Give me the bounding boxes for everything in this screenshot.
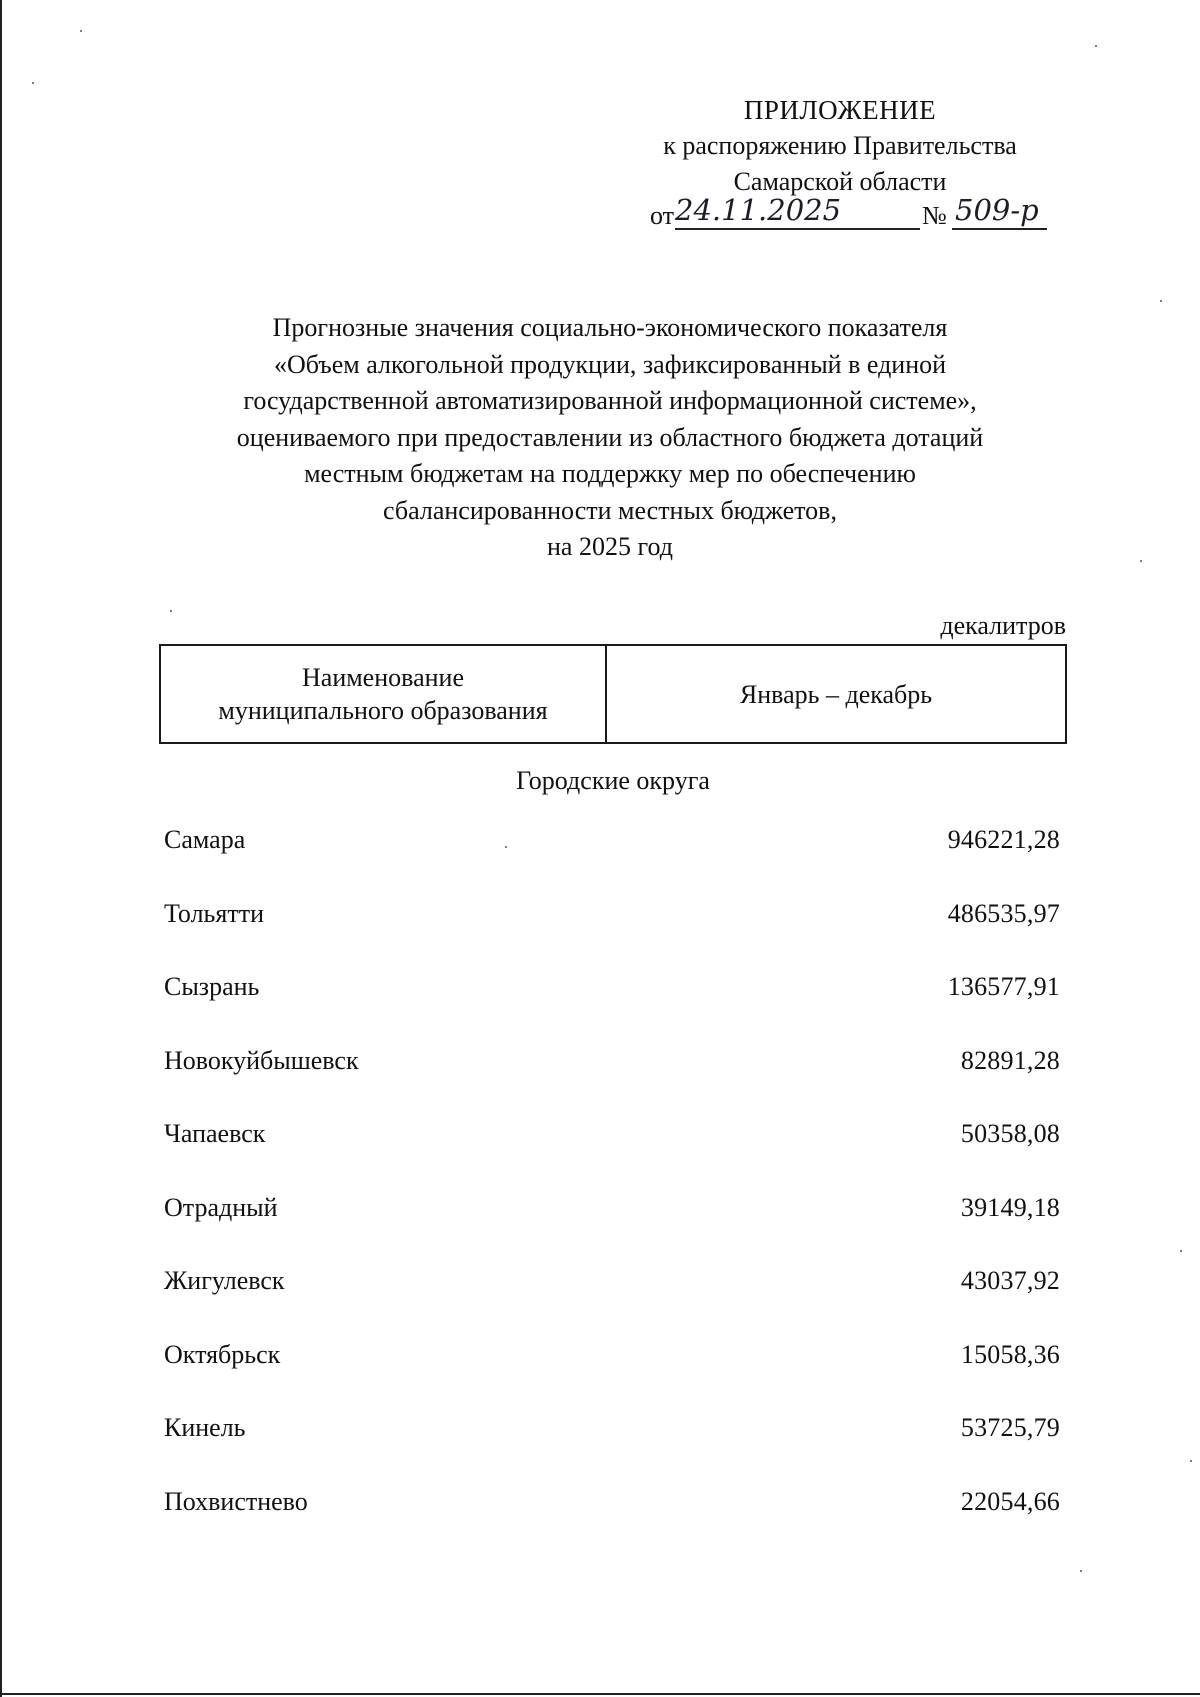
appendix-line-2: Самарской области [733, 167, 947, 196]
row-value: 50358,08 [960, 1119, 1060, 1148]
title-line-5: местным бюджетам на поддержку мер по обеспечению [304, 459, 916, 488]
row-value: 82891,28 [960, 1045, 1060, 1075]
row-value: 136577,91 [947, 972, 1060, 1001]
header-municipality-line-2: муниципального образования [218, 696, 548, 725]
row-name: Самара [164, 825, 246, 854]
row-name: Тольятти [164, 898, 265, 928]
row-value: 946221,28 [947, 825, 1060, 854]
date-handwritten: 24.11.2025 [675, 193, 842, 227]
title-line-3: государственной автоматизированной информационной системе», [243, 386, 977, 415]
row-name: Кинель [164, 1413, 246, 1442]
table-row [164, 1266, 1064, 1340]
units-label: декалитров [940, 611, 1066, 640]
table-row [164, 1119, 1064, 1193]
table-row [164, 1413, 1064, 1487]
row-value: 486535,97 [947, 898, 1060, 928]
date-prefix: от [650, 201, 675, 230]
appendix-line-1: к распоряжению Правительства [663, 131, 1017, 160]
date-underline [675, 228, 920, 230]
title-line-7: на 2025 год [547, 532, 673, 561]
title-line-6: сбалансированности местных бюджетов, [383, 495, 837, 525]
document-title [180, 310, 1040, 566]
table-row [164, 825, 1064, 899]
row-name: Жигулевск [164, 1266, 285, 1295]
page-edge-bottom [0, 1693, 1200, 1695]
row-name: Сызрань [164, 972, 260, 1001]
number-prefix: № [922, 201, 947, 230]
header-period: Январь – декабрь [606, 645, 1066, 743]
row-value: 53725,79 [960, 1413, 1060, 1442]
row-value: 43037,92 [960, 1266, 1060, 1295]
group-title: Городские округа [516, 766, 710, 795]
row-name: Новокуйбышевск [164, 1045, 359, 1075]
appendix-block [620, 92, 1060, 200]
table-row [164, 1340, 1064, 1414]
number-handwritten: 509-р [955, 193, 1039, 227]
row-value: 22054,66 [960, 1486, 1060, 1516]
table-row [164, 972, 1064, 1046]
table-header [159, 644, 1067, 744]
title-line-1: Прогнозные значения социально-экономического показателя [272, 313, 948, 342]
header-municipality [160, 645, 606, 743]
row-name: Октябрьск [164, 1339, 281, 1369]
row-value: 39149,18 [960, 1192, 1060, 1222]
header-municipality-line-1: Наименование [302, 663, 464, 692]
row-value: 15058,36 [960, 1339, 1060, 1369]
number-underline [952, 228, 1047, 230]
title-line-4: оцениваемого при предоставлении из областного бюджета дотаций [236, 422, 984, 452]
row-name: Чапаевск [164, 1119, 266, 1148]
row-name: Отрадный [164, 1192, 278, 1222]
page-edge-left [0, 0, 2, 1697]
table-row [164, 1193, 1064, 1267]
title-line-2: «Объем алкогольной продукции, зафиксированный в единой [273, 349, 947, 379]
table-row [164, 899, 1064, 973]
table-row [164, 1046, 1064, 1120]
table-row [164, 1487, 1064, 1561]
appendix-heading: ПРИЛОЖЕНИЕ [743, 95, 937, 125]
date-number-line [650, 193, 1070, 234]
data-rows [164, 825, 1064, 1560]
row-name: Похвистнево [164, 1486, 308, 1516]
